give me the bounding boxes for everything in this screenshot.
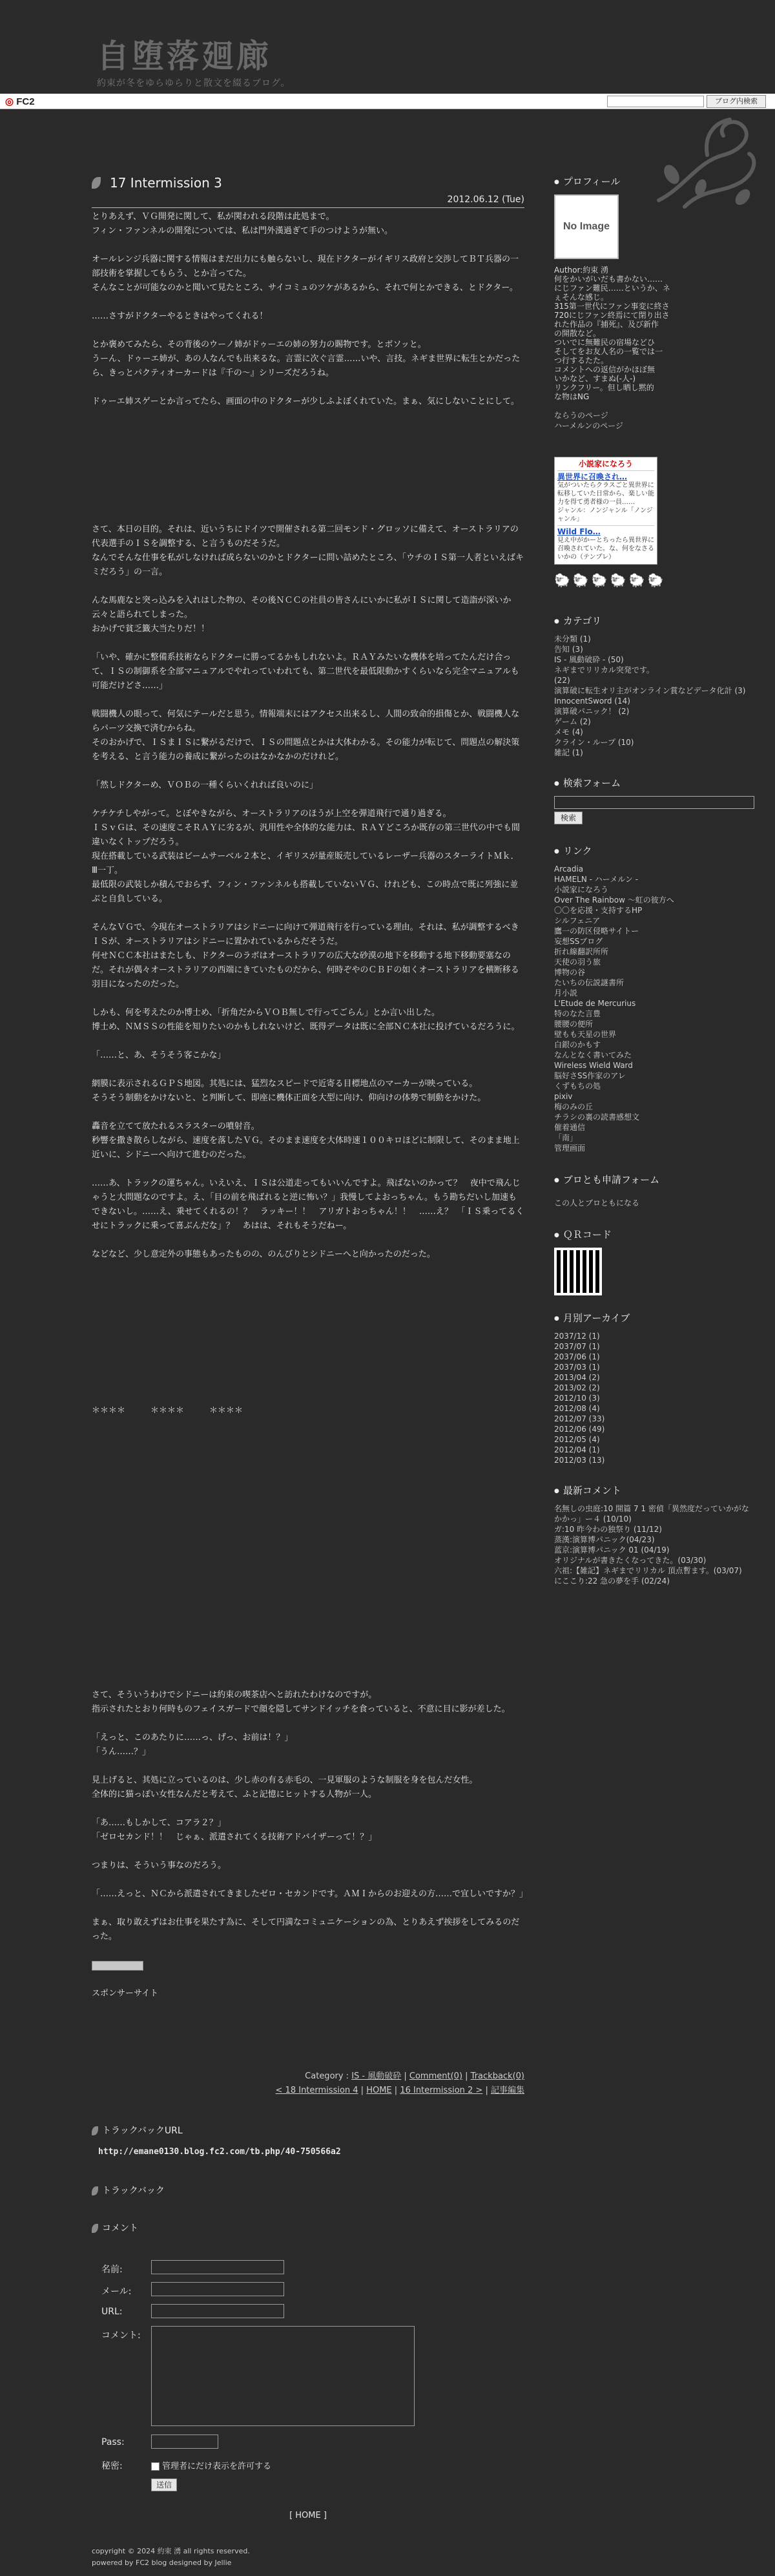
link-item[interactable]: 壁もも天星の世界 [554,1030,617,1039]
sidebar-search-button[interactable]: 検索 [554,812,583,824]
category-item[interactable]: ネギまでリリカル突発です。 [554,665,654,675]
profile-links [554,410,756,431]
entry-line [92,480,524,494]
novel-genre: ジャンル：ノンジャンル「ノンジャンル」 [557,507,653,523]
profile-line: 315第一世代にファン事変に終さ [554,302,670,311]
secret-checkbox[interactable] [151,2462,160,2471]
entry-line: おかげで貧乏籤大当たりだ！！ [92,624,210,634]
novel-link-2[interactable]: Wild Flo… [557,527,601,536]
home-link[interactable]: HOME [366,2086,392,2095]
entry-line [92,1276,524,1290]
profile-line: にじファン難民……というか、ネ [554,284,670,293]
link-item[interactable]: 脳好さSS作家のアレ [554,1071,626,1080]
link-item[interactable]: シルフェニア [554,916,601,925]
archive-item[interactable]: 2037/07 (1) [554,1342,600,1351]
next-entry-link[interactable]: 16 Intermission 2 > [400,2086,483,2095]
friend-request-heading: ● ブロとも申請フォーム [554,1173,756,1186]
profile-line: リンクフリー。但し晒し黙的 [554,383,654,392]
profile-heading: ● プロフィール [554,174,756,188]
entry-line: 最低限の武装しか積んでおらず、フィン・ファンネルも搭載していないＶＧ、けれども、この時点で既に列強に並ぶと自負している。 [92,880,519,904]
novel-widget [554,457,657,565]
link-item[interactable]: 天使の羽う旅 [554,958,601,967]
archive-item[interactable]: 2012/10 (3) [554,1394,600,1403]
entry-line: 全体的に猫っぽい女性なんだと考えて、ふと記憶にヒットする人物が一人。 [92,1790,377,1799]
link-item[interactable]: 特のなた言豊 [554,1009,601,1018]
comment-textarea[interactable] [151,2326,415,2426]
entry-line: などなど、少し意定外の事態もあったものの、のんびりとシドニーへと向かったのだった。 [92,1250,435,1259]
entry-line [92,437,524,452]
entry-line: 轟音を立てて放たれるスラスターの噴射音。 [92,1122,260,1131]
entry-line [92,1290,524,1304]
link-item[interactable]: 折れ線翻訳所所 [554,947,609,956]
recent-comment-item[interactable]: オリジナルが書きたくなってきた。(03/30) [554,1556,707,1565]
comment-title: コメント [102,2223,138,2234]
sponsor-site-heading: スポンサーサイト [92,1989,159,1998]
fc2-toolbar [0,94,775,109]
category-link[interactable]: IS - 風動破砕 [351,2071,402,2081]
site-subtitle: 約束が冬をゆらゆらりと散文を綴るブログ。 [97,78,291,89]
sidebar [554,174,756,1586]
fc2-logo-text: FC2 [16,96,35,107]
entry-title-text: 17 Intermission 3 [110,175,222,191]
leaf-icon [92,177,101,189]
animal-parts-widget: 🐑🐑🐑🐑🐑🐑 [554,572,666,588]
category-item[interactable]: メモ (4) [554,728,583,737]
qr-heading: ● ＱＲコード [554,1228,756,1241]
archive-item[interactable]: 2013/02 (2) [554,1383,600,1392]
profile-text [554,266,756,401]
entry-body [92,210,528,1958]
entry-line [92,1603,524,1617]
recent-comment-item[interactable]: 六祖:【雑記】ネギまでリリカル 頂点暫ます。(03/07) [554,1566,742,1575]
link-item[interactable]: L'Etude de Mercurius [554,999,636,1008]
fc2-logo[interactable] [5,96,35,107]
main-content [92,165,528,2520]
entry-line [92,1361,524,1376]
entry-line: 「うん……？」 [92,1747,151,1757]
entry-line [92,1660,524,1674]
entry-line: ＊＊＊＊ ＊＊＊＊ ＊＊＊＊ [92,1406,243,1416]
recent-comments-list [554,1503,756,1586]
archive-item[interactable]: 2037/03 (1) [554,1363,600,1372]
entry-line: つまりは、そういう事なのだろう。 [92,1861,227,1870]
mail-input[interactable] [151,2282,284,2296]
link-item[interactable]: 腰腰の便所 [554,1020,594,1029]
entry-line [92,1304,524,1319]
link-heading: ● リンク [554,844,756,857]
profile-line: 720にじファン終焉にて閉り出さ [554,311,670,320]
entry-line [92,1489,524,1503]
archive-list [554,1331,756,1465]
entry-line: 網膜に表示されるＧＰＳ地図。其処には、猛烈なスピードで近寄る目標地点のマーカーが映っている。 [92,1079,478,1089]
entry-line: 「えっと、このあたりに……っ、げっ、お前は！？」 [92,1733,293,1743]
entry-line [92,1376,524,1390]
profile-line: れた作品の『捕死』、及び新作 [554,320,659,329]
recent-comment-item[interactable]: にここり:22 急の夢を手 (02/24) [554,1576,670,1586]
entry-divider [92,207,524,208]
link-item[interactable]: なんとなく書いてみた [554,1051,632,1060]
link-item[interactable]: 〇〇を応援・支持するHP [554,906,643,915]
entry-line: 「ゼロセカンド！！ じゃぁ、派遣されてくる技術アドバイザーって！？」 [92,1832,377,1842]
meta-separator: | [391,2086,400,2095]
category-heading: ● カテゴリ [554,614,756,627]
archive-item[interactable]: 2012/05 (4) [554,1435,600,1444]
entry-line: うーん、ドゥーエ姉が、あの人なんでも出来るな。言霊に次ぐ言霊……いや、言技。ネギま世界に転生とかだったら、きっとパクティオーカードは『千の～』シリーズだろうね。 [92,354,521,378]
entry-line: さて、本日の目的。それは、近いうちにドイツで開催される第二回モンド・グロッソに備えて、オーストラリアの代表選手のＩＳを調整する、と言うものだそうだ。 [92,525,519,549]
category-item[interactable]: 演算破パニック！ (2) [554,707,630,716]
site-title[interactable]: 自堕落廻廊 [97,37,271,75]
fc2-logo-icon: ◎ [5,96,14,107]
meta-separator: | [482,2086,491,2095]
entry-line [92,1631,524,1646]
leaf-icon [92,2126,98,2135]
trackback-heading [92,2184,524,2197]
entry-line: そうそう制動をかけないと、と判断して、即座に機体正面を大型に向け、仰向けの体勢で制動をかけた。 [92,1093,486,1103]
link-item[interactable]: 小説家になろう [554,885,609,894]
comment-form [92,2257,524,2498]
entry-line: 見上げると、其処に立っているのは、少し赤の有る赤毛の、一見軍服のような制服を身を包んだ女性。 [92,1775,478,1785]
archive-heading: ● 月別アーカイブ [554,1311,756,1325]
entry-line [92,1347,524,1361]
entry-line [92,1333,524,1347]
banner-image [92,1961,143,1971]
entry-line: とか褒めてみたら、その背後のウーノ姉がドゥーエの姉の努力の賜物です。とボソッと。 [92,340,426,350]
secret-option[interactable] [151,2459,271,2471]
secret-label: 秘密: [101,2461,123,2471]
entry-line: ＩＳｖＧは、その速度こそＲＡＹに劣るが、汎用性や全体的な能力は、ＲＡＹどころか既存の第三世代の中でも間違いなくトップだろう。 [92,823,521,847]
entry-line [92,1532,524,1546]
entry-line: 「いや、確かに整備系技術ならドクターに勝ってるかもしれないよ。ＲＡＹみたいな機体を培ってたんだけ合って、ＩＳの制御系を全部マニュアルでやれっていわれても、第二世代を最低限動かすくらいなら完全マニュアルも可能だけどさ……」 [92,653,519,691]
submit-button[interactable]: 送信 [151,2478,177,2491]
pass-label: Pass: [101,2437,125,2447]
meta-separator: | [358,2086,367,2095]
archive-item[interactable]: 2037/06 (1) [554,1352,600,1361]
recent-comment-item[interactable]: ガ:10 昨今わの独祭り (11/12) [554,1525,662,1534]
entry-line [92,1461,524,1475]
leaf-icon [92,2224,98,2233]
entry-line [92,466,524,480]
archive-item[interactable]: 2012/06 (49) [554,1425,605,1434]
blog-search-input[interactable] [607,96,704,107]
category-item[interactable]: (22) [554,676,570,685]
edit-entry-link[interactable]: 記事編集 [490,2086,524,2095]
entry-line: ……あ、トラックの運ちゃん。いえいえ、ＩＳは公道走ってもいいんですよ。飛ばないのかって？ 夜中で飛んじゃうと大問題なのですよ。え、「目の前を飛ばれると逆に怖い？」我慢してよおっちゃん。もう勘ちだいし加速もできないし。……え、乗せてくれるの！？ ラッキー！！ アリガトおっちゃん！！ ……え？ 「ＩＳ乗ってるくせにトラックに乗って喜ぶんだな」？ あはは、それもそうだねー。 [92,1178,524,1231]
profile-avatar: No Image [554,194,619,259]
entry-line [92,423,524,437]
link-item[interactable]: 催着通信 [554,1123,586,1132]
entry-line [92,452,524,466]
footer-home-link[interactable]: [ HOME ] [289,2511,327,2520]
category-item[interactable]: 未分類 (1) [554,634,591,644]
entry-line [92,1560,524,1575]
entry-banner[interactable] [92,1958,524,1973]
profile-line: ついでに無難民の宿場などひ [554,338,656,347]
entry-line: 現在搭載している武装はビームサーベル２本と、イギリスが量産販売しているレーザー兵器のスターライトＭｋ．Ⅲ一丁。 [92,852,519,875]
leaf-icon [92,2186,98,2195]
entry-line: 「……と、あ、そうそう客こかな」 [92,1051,226,1060]
meta-separator: | [462,2071,471,2081]
name-label: 名前: [101,2265,123,2275]
category-item[interactable]: IS - 風動破砕 - (50) [554,655,624,664]
site-footer [92,2546,250,2569]
sidebar-search-input[interactable] [554,796,754,809]
entry-line: とりあえず、ＶＧ開発に関して、私が関われる段階は此処まで。 [92,212,335,222]
link-item[interactable]: HAMELN - ハーメルン - [554,875,639,884]
entry-line: まぁ、取り敢えずはお仕事を果たす為に、そして円満なコミュニケーションの為、とりあえず挨拶をしてみるのだった。 [92,1918,520,1942]
profile-author: Author:約束 湧 [554,266,609,275]
entry-line: なんでそんな仕事を私がしなければ成らないのかとドクターに問い詰めたところ、「ウチのＩＳ第一人者といえばキミだろう」の一言。 [92,553,524,577]
link-item[interactable]: Over The Rainbow ～虹の彼方へ [554,895,674,905]
link-list [554,864,756,1153]
entry-line: 秒響を撒き散らしながら、速度を落したＶＧ。そのまま速度を大体時速１００キロほどに制限して、そのまま地上近いに、シドニーへ向けて進むのだった。 [92,1136,520,1160]
friend-request-link[interactable]: この人とブロともになる [554,1199,640,1208]
trackback-count-link[interactable]: Trackback(0) [470,2071,524,2081]
novel-widget-title: 小説家になろう [578,459,633,468]
profile-line: そしてをお友人名の一覧では一 [554,347,663,356]
entry-line [92,1575,524,1589]
entry-line: ……さすがドクターやるときはやってくれる！ [92,311,268,321]
recent-comment-item[interactable]: 名無しの虫庭:10 開篇 7 1 密偵「異然度だっていかがなかかっ」ー４ (10/10) [554,1504,749,1524]
entry-line: ケチケチしやがって。とぼやきながら、オーストラリアのほうが上空を弾道飛行で通り過ぎる。 [92,809,451,819]
trackback-url-heading [92,2124,524,2137]
link-item[interactable]: 梅のみの丘 [554,1102,594,1111]
entry-line: フィン・ファンネルの開発については、私は門外漢過ぎて手のつけようが無い。 [92,226,393,236]
url-label: URL: [101,2307,123,2317]
entry-line: 戦闘機人の眼って、何気にテールだと思う。情報端末にはアクセス出来るし、人間の致命的損傷とか、戦闘機人ならパーツ交換で済むからね。 [92,709,520,733]
meta-separator: | [401,2071,409,2081]
profile-link[interactable]: ならうのページ [554,411,608,420]
entry-line [92,1432,524,1447]
archive-item[interactable]: 2037/12 (1) [554,1332,600,1341]
category-item[interactable]: 雑記 (1) [554,748,583,757]
link-item[interactable]: 月小説 [554,989,578,998]
site-header [0,0,775,94]
category-item[interactable]: ゲーム (2) [554,717,591,726]
link-item[interactable]: 「南」 [554,1133,578,1142]
powered-by: powered by FC2 blog designed by Jellie [92,2559,232,2567]
entry-date: 2012.06.12 (Tue) [447,194,524,205]
entry-line [92,1546,524,1560]
link-item[interactable]: 管理画面 [554,1144,586,1153]
link-item[interactable]: たいちの伝説謎書所 [554,978,625,987]
trackback-url[interactable]: http://emane0130.blog.fc2.com/tb.php/40-750566a2 [98,2147,341,2157]
prev-entry-link[interactable]: < 18 Intermission 4 [275,2086,358,2095]
archive-item[interactable]: 2012/07 (33) [554,1414,605,1423]
entry-line: オールレンジ兵器に関する情報はまだ出力にも触らないし、現在ドクターがイギリス政府と交渉してＢＴ兵器の一部技術を掌握してもらう、とか言ってた。 [92,255,519,278]
entry-line [92,1319,524,1333]
entry-line: そのおかげで、ＩＳまＩＳに繋がるだけで、ＩＳの問題点とかは大体わかる。その能力が転じて、問題点の解決策を考える、と言う能力の養成に繋がったのはなかなかのだけれど。 [92,738,520,762]
link-item[interactable]: チラシの裏の読書感想文 [554,1113,640,1122]
copyright: copyright © 2024 約束 湧 all rights reserved. [92,2547,250,2555]
entry-line: 「……えっと、ＮＣから派遣されてきましたゼロ・セカンドです。ＡＭＩからのお迎えの方……で宜しいですか？」 [92,1889,528,1899]
entry-line [92,1617,524,1631]
profile-line: つ行するたた。 [554,356,609,365]
entry-line: しかも、何を考えたのか博士め、「折角だからＶＯＢ無しで行ってごらん」とか言い出した。 [92,1008,440,1018]
entry-line [92,1646,524,1660]
entry-title[interactable] [92,175,222,191]
profile-line: 何をかいがいだも書かない…… [554,275,663,284]
category-item[interactable]: クライン・ループ (10) [554,738,634,747]
link-item[interactable]: 博物の谷 [554,968,586,977]
name-input[interactable] [151,2260,284,2274]
entry-line [92,1589,524,1603]
entry-line: 博士め、ＮＭＳＳの性能を知りたいのかもしれないけど、既得データは既に全部ＮＣ本社に投げているだろうに。 [92,1022,520,1032]
recent-comment-item[interactable]: 蓝京:演算博パニック 01 (04/19) [554,1545,670,1555]
entry-line [92,1518,524,1532]
link-item[interactable]: 白銀のかもす [554,1040,601,1049]
profile-line: の開散など。 [554,329,601,338]
entry-line: さて、そういうわけでシドニーは約束の喫茶店へと訪れたわけなのですが。 [92,1690,377,1700]
profile-line: コメントへの返信がかほぼ無 [554,365,656,374]
entry-meta [92,2069,524,2098]
qr-code [554,1248,602,1295]
category-item[interactable]: 演算破に転生オリ主がオンライン賞などデータ化計 (3) [554,686,746,695]
entry-line: んな馬鹿なと突っ込みを入れはした物の、その後ＮＣＣの社員の皆さんにいかに私がＩＳに関して造詣が深いか云々と語られてしまった。 [92,596,512,620]
mail-label: メール: [101,2287,132,2297]
entry-line: 何せＮＣＣ本社はまたしも、ドクターのラボはオーストラリアの広大な砂漠の地下を移動する地下移動要塞なのだ。それが偶々オーストラリアの西端にきていたものだから、何時ぞやのＣＢＦの如くオーストラリアを横断移る羽目になったのだった。 [92,951,519,989]
link-item[interactable]: 鷹一の防区侵略サイトー [554,927,639,936]
novel-link-1[interactable]: 異世界に召喚され… [557,472,628,481]
archive-item[interactable]: 2012/04 (1) [554,1445,600,1454]
link-item[interactable]: pixiv [554,1092,573,1101]
archive-item[interactable]: 2012/03 (13) [554,1456,605,1465]
entry-line [92,1475,524,1489]
entry-line: そんなＶＧで、今現在オーストラリアはシドニーに向けて弾道飛行を行っている理由。それは、私が調整するべきＩＳが、オーストラリアはシドニーに置かれているからだそうだ。 [92,923,519,947]
profile-line: いかなど、すまぬ(-人-) [554,374,636,383]
comment-heading [92,2221,524,2234]
entry-line: ドゥーエ姉スゲーとか言ってたら、画面の中のドクターが少しふよぼくれていた。まぁ、気にしないことにして。 [92,397,519,406]
comment-label: コメント: [101,2330,141,2341]
entry-line: そんなことが可能なのかと聞いて見たところ、サイコミュのツケがあるから、それで何とかできる、とドクター。 [92,283,518,293]
link-item[interactable]: くずもちの処 [554,1082,601,1091]
link-item[interactable]: Wireless Wield Ward [554,1061,633,1070]
secret-text: 管理者にだけ表示を許可する [162,2462,272,2471]
recent-comments-heading: ● 最新コメント [554,1483,756,1497]
entry-line: 指示されたとおり何時ものフェイスガードで顔を隠してサンドイッチを食っていると、不意に目に影が差した。 [92,1704,510,1714]
category-label: Category : [305,2071,352,2081]
archive-item[interactable]: 2013/04 (2) [554,1373,600,1382]
trackback-title: トラックバック [102,2186,165,2196]
pass-input[interactable] [151,2435,218,2449]
link-item[interactable]: 妄想SSブログ [554,937,603,946]
category-item[interactable]: 告知 (3) [554,645,583,654]
profile-link[interactable]: ハーメルンのページ [554,421,623,430]
blog-search-button[interactable]: ブログ内検索 [707,95,766,108]
entry-line [92,1503,524,1518]
comment-count-link[interactable]: Comment(0) [409,2071,463,2081]
category-item[interactable]: InnocentSword (14) [554,696,630,706]
trackback-url-title: トラックバックURL [102,2126,183,2136]
entry-line: 「あ……もしかして、コアラ２？」 [92,1818,226,1828]
entry-header [92,165,524,210]
profile-line: ぇそんな感じ。 [554,293,609,302]
category-list [554,634,756,758]
entry-line [92,494,524,508]
link-item[interactable]: Arcadia [554,864,584,874]
novel-text-2: 見え中がかーとちったら異世界に召喚されていた。な、何をなさるいかの（テンプレ） [557,537,654,561]
recent-comment-item[interactable]: 蒸漢:演算博パニック(04/23) [554,1535,655,1544]
search-heading: ● 検索フォーム [554,776,756,790]
url-input[interactable] [151,2304,284,2318]
entry-line [92,1447,524,1461]
archive-item[interactable]: 2012/08 (4) [554,1404,600,1413]
entry-line: 「然しドクターめ、ＶＯＢの一種くらいくれれば良いのに」 [92,780,318,790]
novel-text-1: 気がついたらクラスごと異世界に転移していた日常から、楽しい能力を得て勇者様の一員…… [557,482,654,506]
profile-line: な物はNG [554,392,590,401]
